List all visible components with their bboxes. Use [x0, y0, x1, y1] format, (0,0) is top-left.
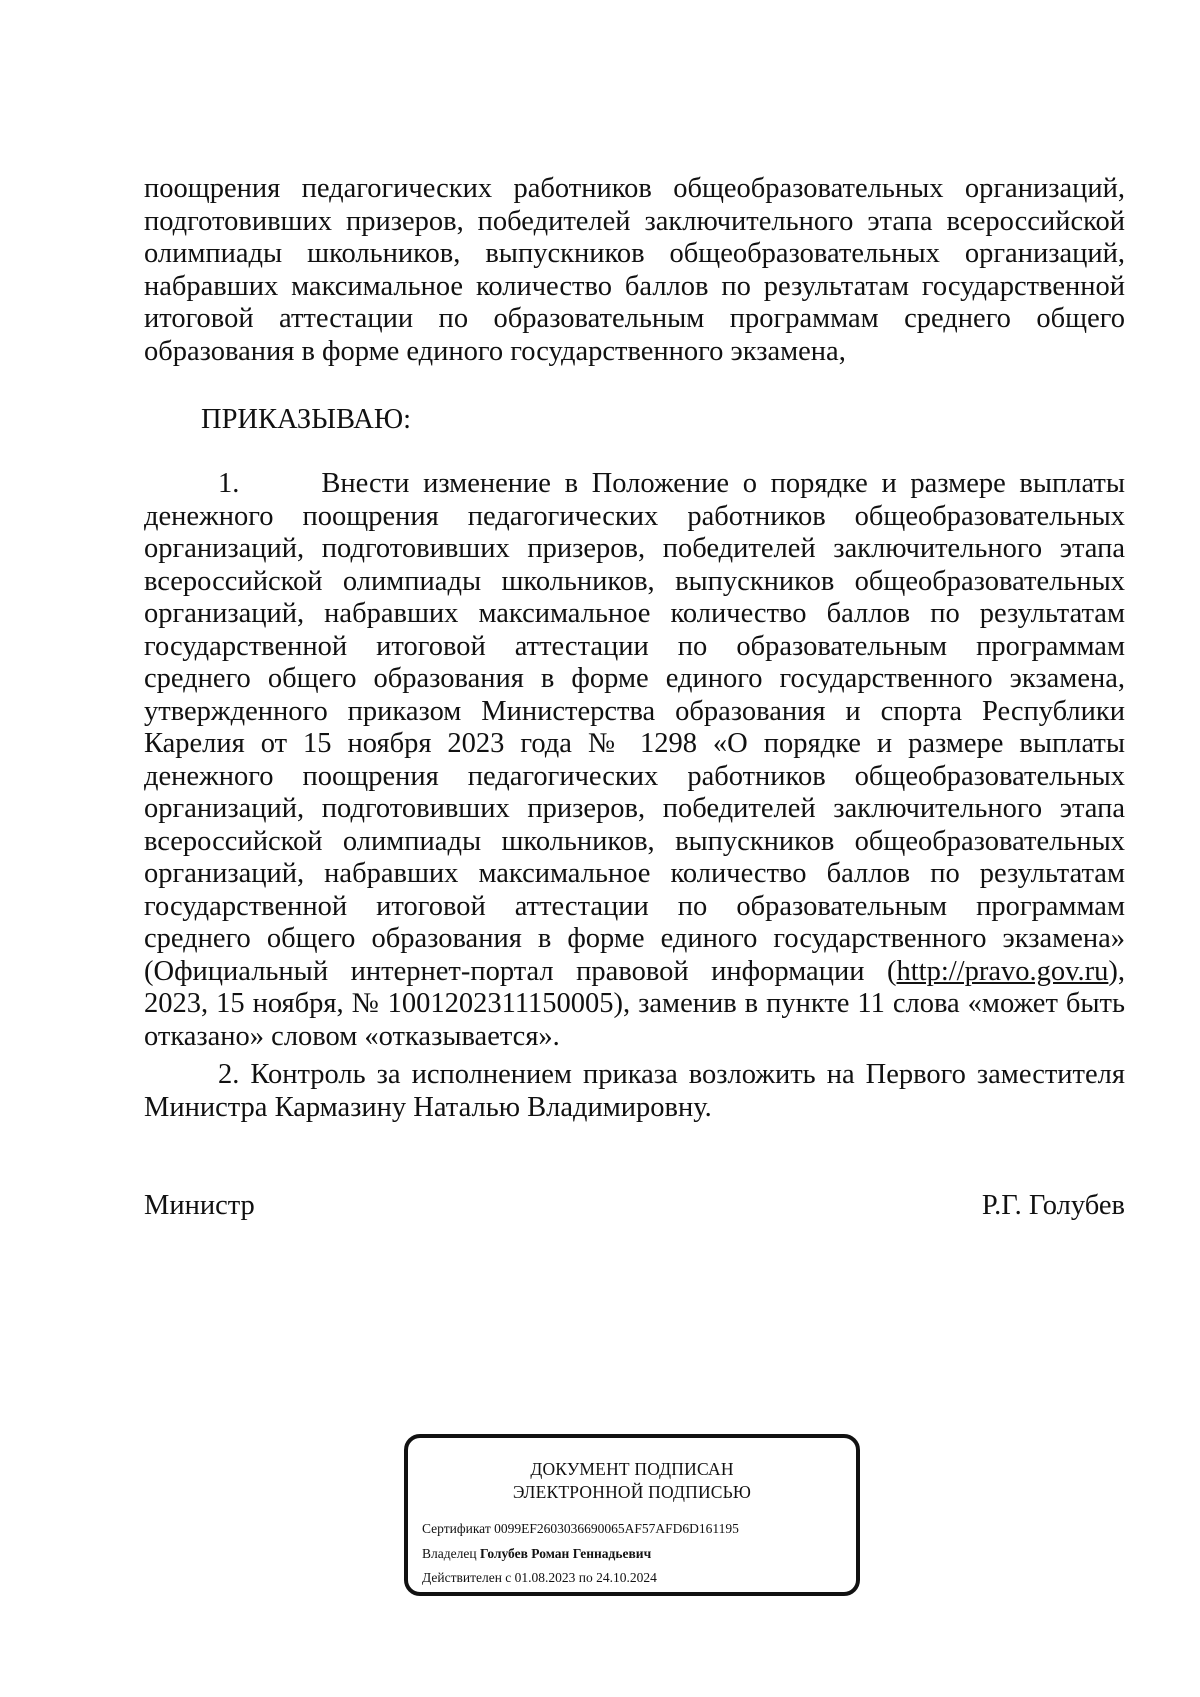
stamp-owner: [422, 1545, 651, 1562]
owner-value: Голубев Роман Геннадьевич: [479, 1546, 652, 1561]
signature-row: [144, 1190, 1125, 1223]
item-1-text: Внести изменение в Положение о порядке и размере выплаты денежного поощрения педагогических работников общеобразовательных организаций, подготовивших призеров, победителей заключительного этапа всероссийской олимпиады школьников, выпускников общеобразовательных организаций, набравших максимальное количество баллов по результатам государственной итоговой аттестации по образовательным программам среднего общего образования в форме единого государственного экзамена, утвержденного приказом Министерства образования и спорта Республики Карелия от 15 ноября 2023 года № 1298 «О порядке и размере выплаты денежного поощрения педагогических работников общеобразовательных организаций, подготовивших призеров, победителей заключительного этапа всероссийской олимпиады школьников, выпускников общеобразовательных организаций, набравших максимальное количество баллов по результатам государственной итоговой аттестации по образовательным программам среднего общего образования в форме единого государственного экзамена» (Официальный интернет-портал правовой информации (: [144, 468, 1126, 987]
valid-to-label: по: [578, 1570, 593, 1585]
stamp-title: [408, 1458, 856, 1504]
intro-paragraph: поощрения педагогических работников общеобразовательных организаций, подготовивших призеров, победителей заключительного этапа всероссийской олимпиады школьников, выпускников общеобразовательных организаций, набравших максимальное количество баллов по результатам государственной итоговой аттестации по образовательным программам среднего общего образования в форме единого государственного экзамена,: [144, 173, 1125, 367]
order-item-2: 2. Контроль за исполнением приказа возложить на Первого заместителя Министра Кармазину Наталью Владимировну.: [144, 1059, 1125, 1123]
valid-label: Действителен с: [422, 1570, 512, 1585]
owner-label: Владелец: [422, 1546, 477, 1561]
item-1-number: 1.: [218, 468, 240, 499]
stamp-validity: [422, 1569, 657, 1586]
stamp-certificate: [422, 1520, 739, 1537]
stamp-title-line-2: ЭЛЕКТРОННОЙ ПОДПИСЬЮ: [512, 1482, 752, 1502]
certificate-label: Сертификат: [422, 1521, 491, 1536]
signer-position: Министр: [144, 1190, 255, 1221]
valid-from: 01.08.2023: [514, 1570, 576, 1585]
signer-name: Р.Г. Голубев: [981, 1190, 1125, 1221]
certificate-value: 0099EF2603036690065AF57AFD6D161195: [494, 1521, 739, 1536]
order-item-1: [144, 468, 1125, 1053]
pravo-link[interactable]: http://pravo.gov.ru: [896, 955, 1109, 987]
item-1-text-end: ), 2023, 15 ноября, № 1001202311150005), заменив в пункте 11 слова «может быть отказано» словом «отказывается».: [144, 955, 1125, 1052]
e-signature-stamp: [404, 1434, 860, 1596]
valid-to: 24.10.2024: [596, 1570, 657, 1585]
stamp-title-line-1: ДОКУМЕНТ ПОДПИСАН: [530, 1459, 734, 1479]
order-heading: ПРИКАЗЫВАЮ:: [201, 404, 412, 435]
